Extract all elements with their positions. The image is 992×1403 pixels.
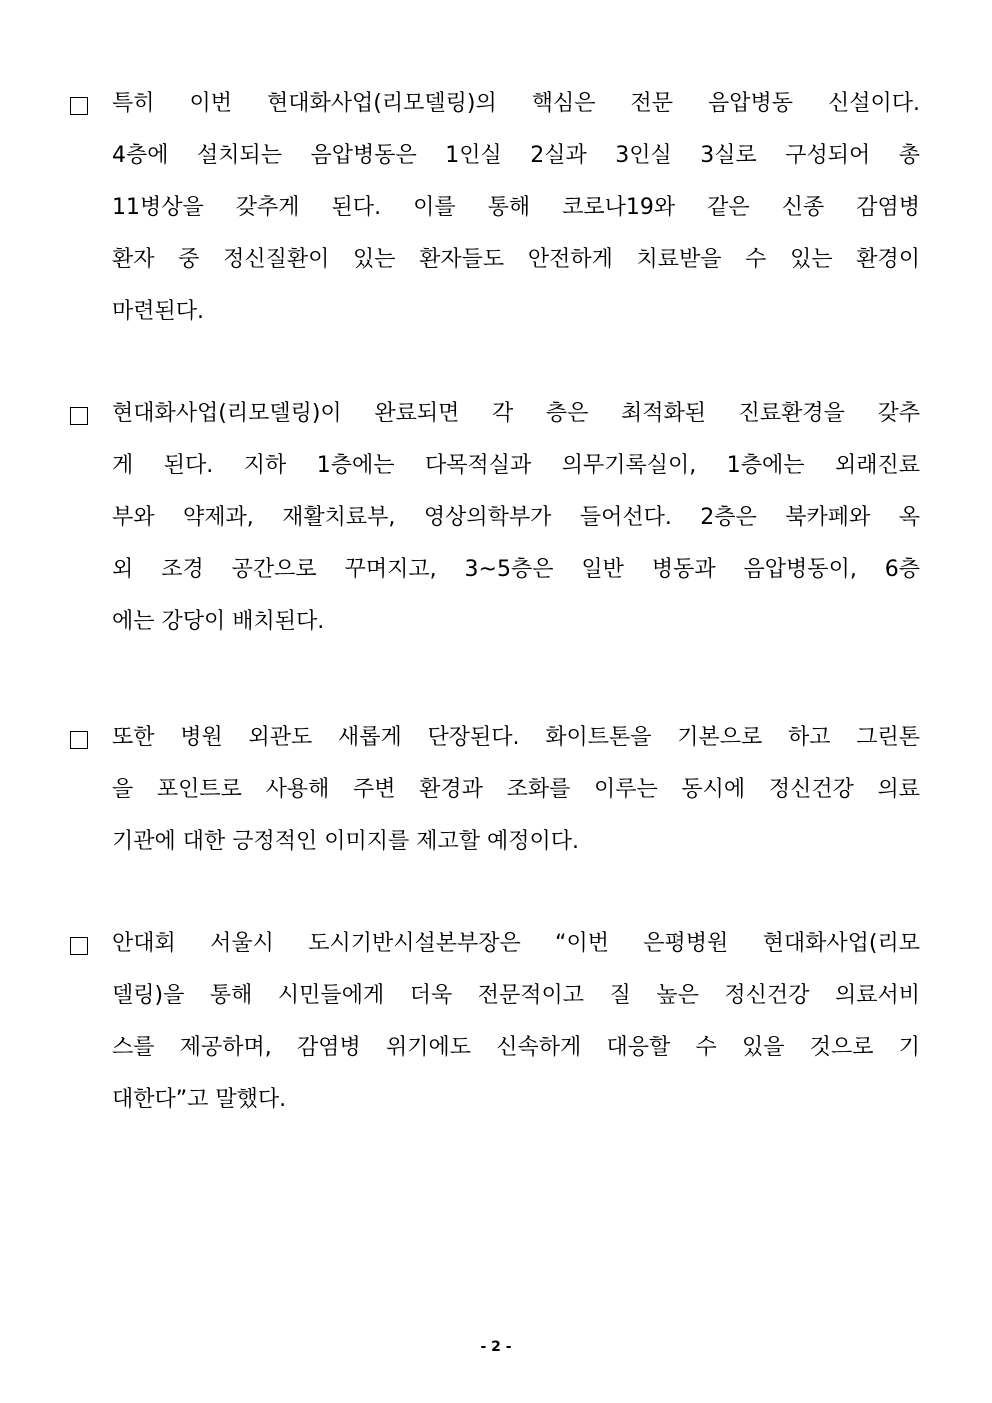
paragraph-line: 스를 제공하며, 감염병 위기에도 신속하게 대응할 수 있을 것으로 기 bbox=[112, 1035, 920, 1060]
paragraph-line: 마련된다. bbox=[112, 299, 205, 324]
page-number: - 2 - bbox=[480, 1339, 512, 1355]
checkbox-bullet-icon bbox=[70, 937, 88, 955]
checkbox-bullet-icon bbox=[70, 731, 88, 749]
paragraph-line: 부와 약제과, 재활치료부, 영상의학부가 들어선다. 2층은 북카페와 옥 bbox=[112, 505, 920, 530]
paragraph-line: 4층에 설치되는 음압병동은 1인실 2실과 3인실 3실로 구성되어 총 bbox=[112, 143, 920, 168]
paragraph-line: 기관에 대한 긍정적인 이미지를 제고할 예정이다. bbox=[112, 829, 580, 854]
paragraph-line: 외 조경 공간으로 꾸며지고, 3~5층은 일반 병동과 음압병동이, 6층 bbox=[112, 557, 920, 582]
paragraph-line: 환자 중 정신질환이 있는 환자들도 안전하게 치료받을 수 있는 환경이 bbox=[112, 247, 920, 272]
paragraph-line: 대한다”고 말했다. bbox=[112, 1087, 287, 1112]
paragraph-line: 델링)을 통해 시민들에게 더욱 전문적이고 질 높은 정신건강 의료서비 bbox=[112, 983, 920, 1008]
checkbox-bullet-icon bbox=[70, 407, 88, 425]
paragraph-line: 게 된다. 지하 1층에는 다목적실과 의무기록실이, 1층에는 외래진료 bbox=[112, 453, 920, 478]
paragraph-line: 에는 강당이 배치된다. bbox=[112, 609, 325, 634]
paragraph-line: 을 포인트로 사용해 주변 환경과 조화를 이루는 동시에 정신건강 의료 bbox=[112, 777, 920, 802]
checkbox-bullet-icon bbox=[70, 97, 88, 115]
paragraph-line: 특히 이번 현대화사업(리모델링)의 핵심은 전문 음압병동 신설이다. bbox=[112, 91, 920, 116]
paragraph-line: 안대회 서울시 도시기반시설본부장은 “이번 은평병원 현대화사업(리모 bbox=[112, 931, 920, 956]
paragraph-line: 현대화사업(리모델링)이 완료되면 각 층은 최적화된 진료환경을 갖추 bbox=[112, 401, 920, 426]
paragraph-line: 11병상을 갖추게 된다. 이를 통해 코로나19와 같은 신종 감염병 bbox=[112, 195, 920, 220]
paragraph-line: 또한 병원 외관도 새롭게 단장된다. 화이트톤을 기본으로 하고 그린톤 bbox=[112, 725, 920, 750]
